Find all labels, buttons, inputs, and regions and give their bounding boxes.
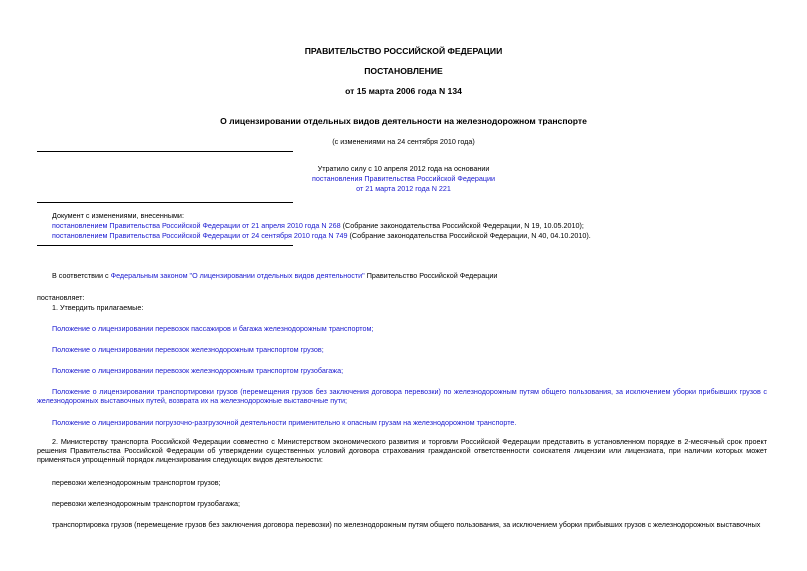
divider bbox=[37, 245, 293, 246]
document-date: от 15 марта 2006 года N 134 bbox=[345, 86, 462, 96]
resolves-text: постановляет: bbox=[37, 293, 85, 302]
change-item bbox=[52, 231, 591, 240]
divider bbox=[37, 151, 293, 152]
activity-item: перевозки железнодорожным транспортом грузов; bbox=[52, 478, 221, 487]
clause-2: 2. Министерству транспорта Российской Федерации совместно с Министерством экономического развития и торговли Российской Федерации представить в установленном порядке в 2-месячный срок проект решения Правительства Российской Федерации об утверждении существенных условий договора страхования гражданской ответственности соискателя лицензии или лицензиата, при наличии которых может применяться упрощенный порядок лицензирования следующих видов деятельности: bbox=[37, 437, 767, 464]
change-item bbox=[52, 221, 584, 230]
change-link[interactable]: постановлением Правительства Российской Федерации от 24 сентября 2010 года N 749 bbox=[52, 231, 348, 240]
change-source: (Собрание законодательства Российской Федерации, N 19, 10.05.2010); bbox=[340, 221, 584, 230]
changes-intro: Документ с изменениями, внесенными: bbox=[52, 211, 184, 220]
preamble-end: Правительство Российской Федерации bbox=[364, 271, 498, 280]
change-source: (Собрание законодательства Российской Федерации, N 40, 04.10.2010). bbox=[347, 231, 591, 240]
revision-note: (с изменениями на 24 сентября 2010 года) bbox=[332, 137, 475, 146]
change-link[interactable]: постановлением Правительства Российской Федерации от 21 апреля 2010 года N 268 bbox=[52, 221, 341, 230]
clause-1: 1. Утвердить прилагаемые: bbox=[52, 303, 144, 312]
activity-item: транспортировка грузов (перемещение грузов без заключения договора перевозки) по железнодорожным путям общего пользования, за исключением уборки прибывших грузов с железнодорожных выставочных bbox=[52, 520, 761, 529]
divider bbox=[37, 202, 293, 203]
lost-force-line: Утратило силу с 10 апреля 2012 года на основании bbox=[317, 164, 490, 173]
document-title: О лицензировании отдельных видов деятельности на железнодорожном транспорте bbox=[220, 116, 587, 126]
lost-force-link-1[interactable]: постановления Правительства Российской Федерации bbox=[311, 174, 496, 183]
activity-item: перевозки железнодорожным транспортом грузобагажа; bbox=[52, 499, 240, 508]
regulation-link-luggage[interactable]: Положение о лицензировании перевозок железнодорожным транспортом грузобагажа; bbox=[52, 366, 344, 375]
regulation-link-cargo[interactable]: Положение о лицензировании перевозок железнодорожным транспортом грузов; bbox=[52, 345, 324, 354]
preamble bbox=[52, 271, 497, 280]
government-heading: ПРАВИТЕЛЬСТВО РОССИЙСКОЙ ФЕДЕРАЦИИ bbox=[304, 46, 503, 56]
regulation-link-loading[interactable]: Положение о лицензировании погрузочно-разгрузочной деятельности применительно к опасным грузам на железнодорожном транспорте. bbox=[52, 418, 517, 427]
preamble-start: В соответствии с bbox=[52, 271, 111, 280]
lost-force-link-2[interactable]: от 21 марта 2012 года N 221 bbox=[356, 184, 451, 193]
regulation-link-transportation[interactable]: Положение о лицензировании транспортировки грузов (перемещения грузов без заключения договора перевозки) по железнодорожным путям общего пользования, за исключением уборки прибывших грузов с железнодорожных выставочных путей, возврата их на железнодорожные выставочные пути; bbox=[37, 387, 767, 405]
regulation-link-passengers[interactable]: Положение о лицензировании перевозок пассажиров и багажа железнодорожным транспортом; bbox=[52, 324, 374, 333]
document-type: ПОСТАНОВЛЕНИЕ bbox=[364, 66, 443, 76]
federal-law-link[interactable]: Федеральным законом "О лицензировании отдельных видов деятельности" bbox=[110, 271, 365, 280]
